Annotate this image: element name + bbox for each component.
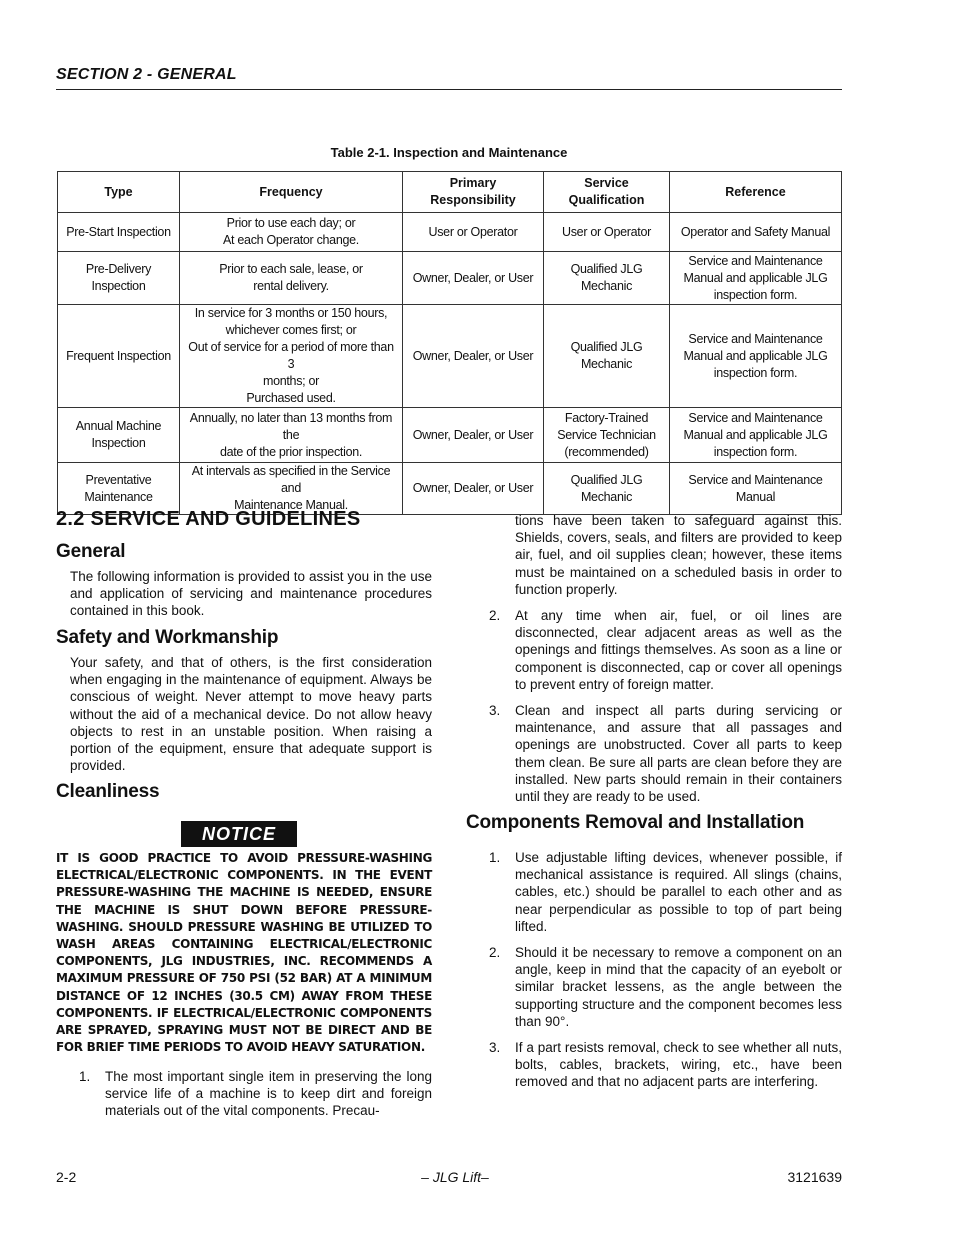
table-row (58, 305, 842, 408)
header-line: Responsibility (430, 193, 516, 207)
cell-line: Manual and applicable JLG (683, 348, 828, 363)
footer-brand: – JLG Lift– (421, 1169, 489, 1185)
table-cell (544, 408, 670, 463)
section-header: SECTION 2 - GENERAL (56, 66, 237, 83)
list-item-text: Should it be necessary to remove a component on an angle, keep in mind that the capacity of an eyebolt or similar bracket lessens, as the angle between the supporting structure and the component becomes less than 90°. (515, 945, 842, 1029)
cell-line: In service for 3 months or 150 hours, (194, 306, 388, 320)
section-title: 2.2 SERVICE AND GUIDELINES (56, 508, 361, 530)
cell-line: Owner, Dealer, or User (412, 348, 534, 363)
cleanliness-item-1-continued (515, 512, 842, 598)
table-cell (670, 213, 842, 252)
header-line: Frequency (259, 184, 323, 199)
header-line: Service (584, 176, 629, 190)
table-caption: Table 2-1. Inspection and Maintenance (330, 145, 568, 160)
safety-heading: Safety and Workmanship (56, 627, 279, 648)
table-cell (58, 408, 180, 463)
table-cell (403, 252, 544, 305)
table-cell (58, 252, 180, 305)
list-item-text: The most important single item in preserving the long service life of a machine is to keep dirt and foreign materials out of the vital components. Precau- (105, 1069, 432, 1119)
table-cell (403, 463, 544, 515)
cell-line: At each Operator change. (223, 233, 359, 247)
cell-line: User or Operator (428, 224, 518, 239)
cell-line: Service and Maintenance (688, 331, 823, 346)
cleanliness-heading: Cleanliness (56, 781, 160, 802)
cell-line: Pre-Start Inspection (66, 224, 171, 239)
cell-line: whichever comes first; or (225, 323, 357, 337)
cell-line: Qualified JLG (570, 262, 643, 276)
table-cell (403, 213, 544, 252)
cell-line: inspection form. (713, 444, 798, 459)
list-item-text: If a part resists removal, check to see whether all nuts, bolts, cables, brackets, wiring, etc., have been removed and that no adjacent parts are interfering. (515, 1040, 842, 1090)
table-cell (58, 463, 180, 515)
header-line: Qualification (568, 193, 645, 207)
cell-line: Annually, no later than 13 months from the (189, 410, 393, 442)
cell-line: Inspection (91, 279, 146, 293)
cell-line: Mechanic (580, 357, 633, 371)
table-row (58, 213, 842, 252)
table-row (58, 252, 842, 305)
cell-line: Prior to use each day; or (226, 216, 356, 230)
cell-line: Prior to each sale, lease, or (219, 262, 363, 276)
table-cell (670, 408, 842, 463)
cell-line: Manual and applicable JLG (683, 270, 828, 285)
safety-text: Your safety, and that of others, is the first consideration when engaging in the maintenance of equipment. Always be conscious of weight. Never attempt to move heavy parts without the aid of a mechanical device. Do not allow heavy objects to rest in an unstable position. When raising a portion of the equipment, ensure that adequate support is provided. (70, 655, 432, 774)
cell-line: (recommended) (564, 444, 649, 459)
list-number: 2. (489, 608, 501, 623)
components-item-2 (489, 944, 842, 1030)
table-cell (670, 305, 842, 408)
header-rule (56, 89, 842, 90)
cell-line: User or Operator (562, 224, 651, 239)
table-cell (403, 305, 544, 408)
table-row (58, 463, 842, 515)
inspection-maintenance-table (57, 171, 842, 515)
header-line: Type (104, 184, 133, 199)
table-cell (58, 213, 180, 252)
table-cell (670, 463, 842, 515)
cell-line: Maintenance Manual. (234, 498, 348, 512)
cell-line: Owner, Dealer, or User (412, 481, 534, 495)
general-text: The following information is provided to assist you in the use and application of servicing and maintenance procedures contained in this book. (70, 569, 432, 619)
cell-line: Factory-Trained (564, 410, 649, 425)
column-header (58, 172, 180, 213)
table-cell (403, 408, 544, 463)
cell-line: inspection form. (713, 365, 798, 380)
general-heading: General (56, 541, 126, 562)
cell-line: Mechanic (580, 279, 633, 293)
cell-line: Owner, Dealer, or User (412, 270, 534, 285)
list-number: 3. (489, 1040, 501, 1055)
cell-line: Mechanic (580, 489, 633, 504)
cell-line: Maintenance (84, 489, 153, 504)
cell-line: Preventative (85, 472, 152, 487)
list-number: 2. (489, 945, 501, 960)
list-number: 1. (489, 850, 501, 865)
notice-text: IT IS GOOD PRACTICE TO AVOID PRESSURE-WASHING ELECTRICAL/ELECTRONIC COMPONENTS. IN THE EVENT PRESSURE-WASHING THE MACHINE IS NEEDED, ENSURE THE MACHINE IS SHUT DOWN BEFORE PRESSURE-WASHING. SHOULD PRESSURE WASHING BE UTILIZED TO WASH AREAS CONTAINING ELECTRICAL/ELECTRONIC COMPONENTS, JLG INDUSTRIES, INC. RECOMMENDS A MAXIMUM PRESSURE OF 750 PSI (52 BAR) AT A MINIMUM DISTANCE OF 12 INCHES (30.5 CM) AWAY FROM THESE COMPONENTS. IF ELECTRICAL/ELECTRONIC COMPONENTS ARE SPRAYED, SPRAYING MUST NOT BE DIRECT AND BE FOR BRIEF TIME PERIODS TO AVOID HEAVY SATURATION. (56, 851, 432, 1055)
table-cell (180, 408, 403, 463)
cell-line: Service and Maintenance (688, 472, 823, 487)
list-item-text: tions have been taken to safeguard against this. Shields, covers, seals, and filters are provided to keep air, fuel, and oil supplies clean; however, these items must be maintained on a scheduled basis in order to function properly. (515, 513, 842, 597)
cleanliness-item-1 (79, 1068, 432, 1120)
table-cell (544, 252, 670, 305)
cleanliness-item-3 (489, 702, 842, 805)
column-header (544, 172, 670, 213)
column-header (403, 172, 544, 213)
components-item-3 (489, 1039, 842, 1091)
cell-line: Operator and Safety Manual (680, 224, 831, 239)
footer-page-number: 2-2 (56, 1169, 77, 1185)
table-cell (544, 213, 670, 252)
table-cell (544, 463, 670, 515)
list-number: 1. (79, 1069, 91, 1084)
header-line: Primary (449, 176, 497, 190)
cell-line: date of the prior inspection. (219, 444, 363, 459)
cell-line: Manual (735, 489, 776, 504)
components-heading: Components Removal and Installation (466, 812, 805, 833)
cell-line: Service Technician (557, 427, 656, 442)
cell-line: Purchased used. (246, 391, 336, 405)
header-line: Reference (725, 184, 786, 199)
cell-line: Service and Maintenance (688, 253, 823, 268)
list-item-text: Use adjustable lifting devices, whenever possible, if mechanical assistance is required. All slings (chains, cables, etc.) should be parallel to each other and as near perpendicular as possible to top of part being lifted. (515, 850, 842, 934)
list-item-text: At any time when air, fuel, or oil lines are disconnected, clear adjacent areas as well as the openings and fittings themselves. As soon as a line or component is disconnected, cap or cover all openings to prevent entry of foreign matter. (515, 608, 842, 692)
table-row (58, 408, 842, 463)
list-number: 3. (489, 703, 501, 718)
cell-line: Qualified JLG (570, 340, 643, 354)
cell-line: rental delivery. (253, 279, 329, 293)
list-item-text: Clean and inspect all parts during servicing or maintenance, and assure that all passages and openings are unobstructed. Cover all parts to keep them clean. Be sure all parts are clean before they are installed. New parts should remain in their containers until they are ready to be used. (515, 703, 842, 805)
cell-line: Qualified JLG (570, 472, 643, 487)
cell-line: Annual Machine (75, 419, 162, 433)
components-item-1 (489, 849, 842, 935)
cell-line: Inspection (91, 436, 146, 450)
notice-label: NOTICE (201, 823, 276, 844)
table-cell (180, 252, 403, 305)
cell-line: Owner, Dealer, or User (412, 427, 534, 442)
cell-line: At intervals as specified in the Service and (191, 464, 391, 495)
table-header-row (58, 172, 842, 213)
column-header (180, 172, 403, 213)
cell-line: Out of service for a period of more than 3 (188, 340, 394, 371)
table-cell (180, 463, 403, 515)
table-cell (544, 305, 670, 408)
cell-line: Manual and applicable JLG (683, 427, 828, 442)
cleanliness-item-2 (489, 607, 842, 693)
cell-line: months; or (262, 374, 320, 388)
table-cell (180, 305, 403, 408)
table-cell (58, 305, 180, 408)
cell-line: Service and Maintenance (688, 410, 823, 425)
cell-line: Pre-Delivery (85, 262, 152, 276)
footer-doc-number: 3121639 (787, 1169, 842, 1185)
column-header (670, 172, 842, 213)
cell-line: inspection form. (713, 287, 798, 302)
notice-badge (181, 821, 297, 847)
cell-line: Frequent Inspection (66, 348, 171, 363)
table-cell (180, 213, 403, 252)
table-cell (670, 252, 842, 305)
